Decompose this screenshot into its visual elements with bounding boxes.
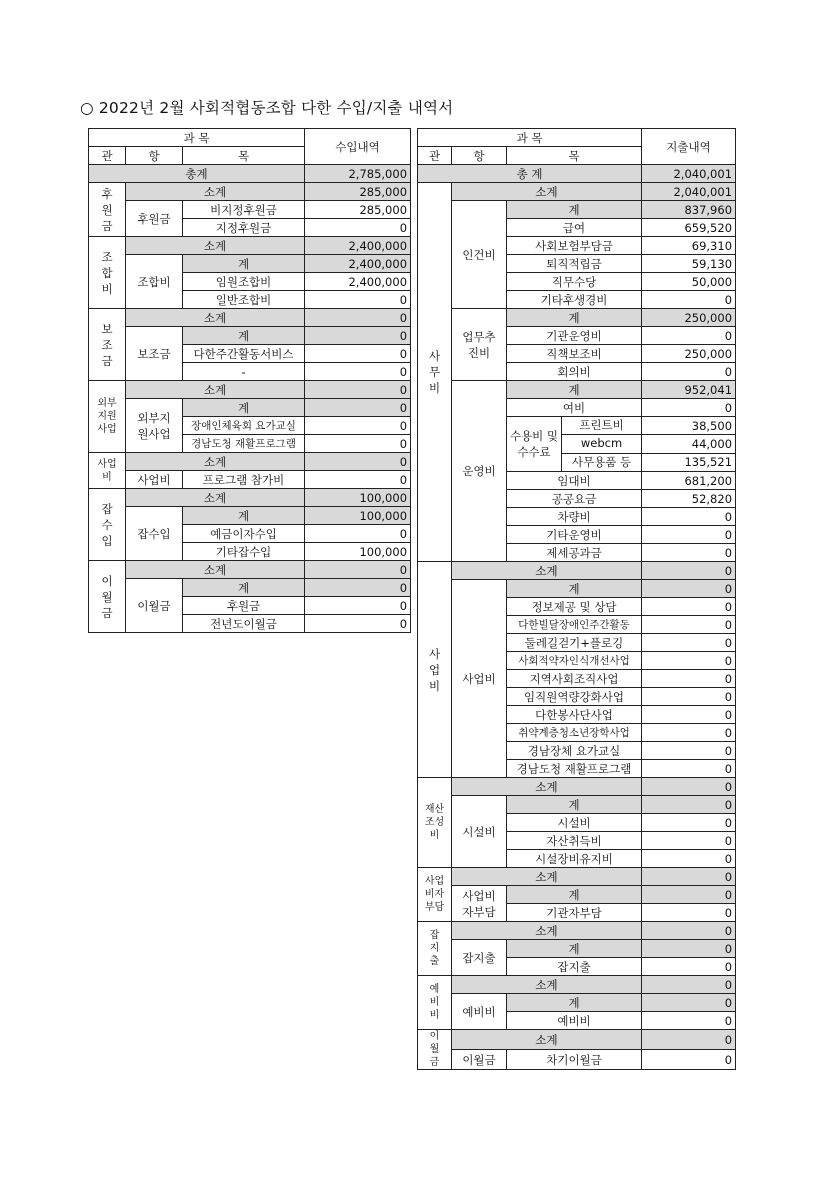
mok-item: 자산취득비 [507, 832, 642, 850]
gwan-huwon: 후원금 [89, 183, 126, 237]
header-gwan: 관 [418, 147, 452, 165]
sum-value: 100,000 [305, 507, 411, 525]
mok-value: 250,000 [642, 345, 736, 363]
mok-value: 659,520 [642, 219, 736, 237]
hang-huwon: 후원금 [126, 201, 183, 237]
mok-value: 0 [305, 417, 411, 435]
grand-total-value: 2,040,001 [642, 165, 736, 183]
sum-label: 계 [183, 399, 305, 417]
mok-value: 0 [305, 219, 411, 237]
mok-item: webcm [562, 435, 641, 453]
subtotal-value: 0 [642, 976, 736, 994]
mok-value: 0 [642, 526, 736, 544]
sum-label: 계 [507, 580, 642, 598]
sum-value: 0 [642, 886, 736, 904]
sum-value: 952,041 [642, 381, 736, 399]
subtotal-value: 0 [305, 453, 411, 471]
mok-item: 취약계층청소년장학사업 [507, 724, 642, 742]
sum-label: 계 [183, 327, 305, 345]
mok-value: 0 [642, 508, 736, 526]
mok-item: 다한봉사단사업 [507, 706, 642, 724]
mok-item: 일반조합비 [183, 291, 305, 309]
grand-total-label: 총 계 [418, 165, 642, 183]
mok-value: 0 [642, 724, 736, 742]
mok-item: 둘레길걷기+플로깅 [507, 634, 642, 652]
mok-item: 시설장비유지비 [507, 850, 642, 868]
subtotal-value: 0 [642, 922, 736, 940]
mok-item: 경남장체 요가교실 [507, 742, 642, 760]
sum-value: 0 [642, 994, 736, 1012]
mok-item: 비지정후원금 [183, 201, 305, 219]
sum-label: 계 [507, 886, 642, 904]
mok-item: 직책보조비 [507, 345, 642, 363]
mok-item: 직무수당 [507, 273, 642, 291]
mok-value: 69,310 [642, 237, 736, 255]
header-mok: 목 [507, 147, 642, 165]
subtotal-value: 285,000 [305, 183, 411, 201]
mok-value: 0 [305, 363, 411, 381]
mok-value: 0 [642, 706, 736, 724]
mok-item: 전년도이월금 [183, 615, 305, 633]
gwan-saeop: 사업비 [89, 453, 126, 489]
sum-label: 계 [183, 507, 305, 525]
gwan-samu: 사무비 [418, 183, 452, 562]
hang-johap: 조합비 [126, 255, 183, 309]
mok-value: 0 [642, 634, 736, 652]
gwan-oebu: 외부지원사업 [89, 381, 126, 453]
mok-value: 100,000 [305, 543, 411, 561]
gwan-johap: 조합비 [89, 237, 126, 309]
mok-value: 0 [305, 471, 411, 489]
hang-unyeong: 운영비 [452, 381, 507, 562]
mok-value: 285,000 [305, 201, 411, 219]
mok-value: 0 [642, 850, 736, 868]
mok-value: 44,000 [642, 435, 736, 453]
mok-value: 0 [642, 327, 736, 345]
hang-saeop: 사업비 [126, 471, 183, 489]
mok-value: 0 [642, 291, 736, 309]
hang-eopmu: 업무추진비 [452, 309, 507, 381]
subtotal-value: 0 [305, 309, 411, 327]
subtotal-value: 100,000 [305, 489, 411, 507]
mok-item: 장애인체육회 요가교실 [183, 417, 305, 435]
mok-item: 여비 [507, 399, 642, 417]
expense-table [417, 128, 736, 1070]
mok-item: 지정후원금 [183, 219, 305, 237]
mok-value: 38,500 [642, 417, 736, 435]
hang-yebi: 예비비 [452, 994, 507, 1030]
mok-item: 다한주간활동서비스 [183, 345, 305, 363]
hang-japji: 잡지출 [452, 940, 507, 976]
mok-value: 0 [305, 597, 411, 615]
mok-value: 0 [642, 814, 736, 832]
mok-item: 기타후생경비 [507, 291, 642, 309]
mok-item: 프린트비 [562, 417, 641, 435]
subtotal-label: 소계 [452, 183, 642, 201]
mok-item: 임원조합비 [183, 273, 305, 291]
mok-value: 0 [642, 958, 736, 976]
mok-item: 예금이자수입 [183, 525, 305, 543]
sum-value: 0 [642, 796, 736, 814]
subtotal-value: 0 [642, 1030, 736, 1050]
mok-item: 임직원역량강화사업 [507, 688, 642, 706]
mok-item: 다한빌달장애인주간활동 [507, 616, 642, 634]
mok-item: - [183, 363, 305, 381]
mok-value: 135,521 [642, 453, 736, 471]
header-expense-amount: 지출내역 [642, 129, 736, 165]
sum-value: 0 [642, 580, 736, 598]
mok-value: 681,200 [642, 472, 736, 490]
subtotal-label: 소계 [126, 381, 305, 399]
subtotal-value: 0 [305, 561, 411, 579]
sum-value: 0 [642, 940, 736, 958]
income-table [88, 128, 411, 633]
subtotal-label: 소계 [452, 1030, 642, 1050]
mok-value: 0 [642, 544, 736, 562]
hang-ingeon: 인건비 [452, 201, 507, 309]
mok-value: 0 [642, 399, 736, 417]
subtotal-value: 0 [642, 868, 736, 886]
subtotal-label: 소계 [452, 922, 642, 940]
gwan-saeop: 사업비 [418, 562, 452, 778]
mok-value: 0 [642, 760, 736, 778]
hang-jap: 잡수입 [126, 507, 183, 561]
subtotal-label: 소계 [126, 183, 305, 201]
mok-value: 0 [642, 1050, 736, 1070]
sum-value: 2,400,000 [305, 255, 411, 273]
gwan-yebi: 예비비 [418, 976, 452, 1030]
mok-value: 59,130 [642, 255, 736, 273]
mok-value: 0 [642, 652, 736, 670]
subtotal-label: 소계 [452, 778, 642, 796]
sum-label: 계 [507, 796, 642, 814]
mok-value: 0 [642, 363, 736, 381]
header-gwamok: 과 목 [89, 129, 305, 147]
mok-item: 사무용품 등 [571, 454, 632, 469]
mok-item: 급여 [507, 219, 642, 237]
mok-value: 52,820 [642, 490, 736, 508]
mok-item: 차기이월금 [507, 1050, 642, 1070]
subtotal-label: 소계 [126, 453, 305, 471]
mok-item: 정보제공 및 상담 [507, 598, 642, 616]
suyong-group [507, 417, 642, 472]
mok-value: 0 [305, 615, 411, 633]
hang-bojo: 보조금 [126, 327, 183, 381]
mok-item: 회의비 [507, 363, 642, 381]
header-mok: 목 [183, 147, 305, 165]
subtotal-label: 소계 [452, 562, 642, 580]
mok-item: 기관자부담 [507, 904, 642, 922]
mok-item: 기타잡수입 [183, 543, 305, 561]
sum-value: 837,960 [642, 201, 736, 219]
mok-value: 50,000 [642, 273, 736, 291]
subtotal-label: 소계 [126, 309, 305, 327]
mok-value: 0 [642, 670, 736, 688]
sum-label: 계 [507, 381, 642, 399]
mok-value: 0 [305, 525, 411, 543]
mok-item: 예비비 [507, 1012, 642, 1030]
mok-item: 차량비 [507, 508, 642, 526]
gwan-iwol: 이월금 [89, 561, 126, 633]
gwan-jap: 잡수입 [89, 489, 126, 561]
hang-iwol: 이월금 [126, 579, 183, 633]
hang-siseol: 시설비 [452, 796, 507, 868]
gwan-jaesan: 재산조성비 [418, 778, 452, 868]
hang-iwol: 이월금 [452, 1050, 507, 1070]
gwan-iwol: 이월금 [418, 1030, 452, 1070]
mok-value: 0 [642, 832, 736, 850]
header-hang: 항 [126, 147, 183, 165]
mok-value: 0 [642, 904, 736, 922]
mok-item: 시설비 [507, 814, 642, 832]
mok-value: 0 [642, 688, 736, 706]
sum-label: 계 [183, 255, 305, 273]
hang-oebu: 외부지원사업 [126, 399, 183, 453]
mok-item: 퇴직적립금 [507, 255, 642, 273]
mok-item: 프로그램 참가비 [183, 471, 305, 489]
subtotal-value: 0 [642, 562, 736, 580]
mok-value: 0 [305, 345, 411, 363]
mok-value: 0 [305, 291, 411, 309]
mok-value: 0 [642, 742, 736, 760]
mok-value: 0 [642, 598, 736, 616]
subtotal-label: 소계 [126, 237, 305, 255]
sum-value: 0 [305, 327, 411, 345]
gwan-jabudam: 사업비자부담 [418, 868, 452, 922]
mok-item: 기관운영비 [507, 327, 642, 345]
subtotal-value: 0 [305, 381, 411, 399]
gwan-bojo: 보조금 [89, 309, 126, 381]
sum-value: 0 [305, 579, 411, 597]
sum-label: 계 [507, 940, 642, 958]
sum-label: 계 [507, 309, 642, 327]
grand-total-value: 2,785,000 [305, 165, 411, 183]
sum-label: 계 [507, 994, 642, 1012]
subtotal-label: 소계 [126, 489, 305, 507]
mok-item: 기타운영비 [507, 526, 642, 544]
mok-item: 지역사회조직사업 [507, 670, 642, 688]
mok-item: 잡지출 [507, 958, 642, 976]
mok-value: 2,400,000 [305, 273, 411, 291]
header-income-amount: 수입내역 [305, 129, 411, 165]
sum-label: 계 [183, 579, 305, 597]
header-hang: 항 [452, 147, 507, 165]
subtotal-label: 소계 [452, 868, 642, 886]
header-gwan: 관 [89, 147, 126, 165]
hang-jabudam: 사업비자부담 [452, 886, 507, 922]
sum-value: 250,000 [642, 309, 736, 327]
mok-item: 사회적약자인식개선사업 [507, 652, 642, 670]
mok-item: 임대비 [507, 472, 642, 490]
subtotal-value: 2,400,000 [305, 237, 411, 255]
sum-value: 0 [305, 399, 411, 417]
mok-item: 경남도청 재활프로그램 [507, 760, 642, 778]
mok-value: 0 [305, 435, 411, 453]
subtotal-label: 소계 [452, 976, 642, 994]
mok-item: 공공요금 [507, 490, 642, 508]
suyong-label: 수용비 및 수수료 [507, 417, 562, 471]
subtotal-value: 0 [642, 778, 736, 796]
header-gwamok: 과 목 [418, 129, 642, 147]
mok-item: 후원금 [183, 597, 305, 615]
gwan-japji: 잡지출 [418, 922, 452, 976]
mok-item: 경남도청 재활프로그램 [183, 435, 305, 453]
subtotal-label: 소계 [126, 561, 305, 579]
mok-item: 사회보험부담금 [507, 237, 642, 255]
hang-saeop: 사업비 [452, 580, 507, 778]
sum-label: 계 [507, 201, 642, 219]
mok-value: 0 [642, 616, 736, 634]
grand-total-label: 총계 [89, 165, 305, 183]
subtotal-value: 2,040,001 [642, 183, 736, 201]
page-title: ○ 2022년 2월 사회적협동조합 다한 수입/지출 내역서 [80, 99, 454, 117]
mok-value: 0 [642, 1012, 736, 1030]
mok-item: 제세공과금 [507, 544, 642, 562]
